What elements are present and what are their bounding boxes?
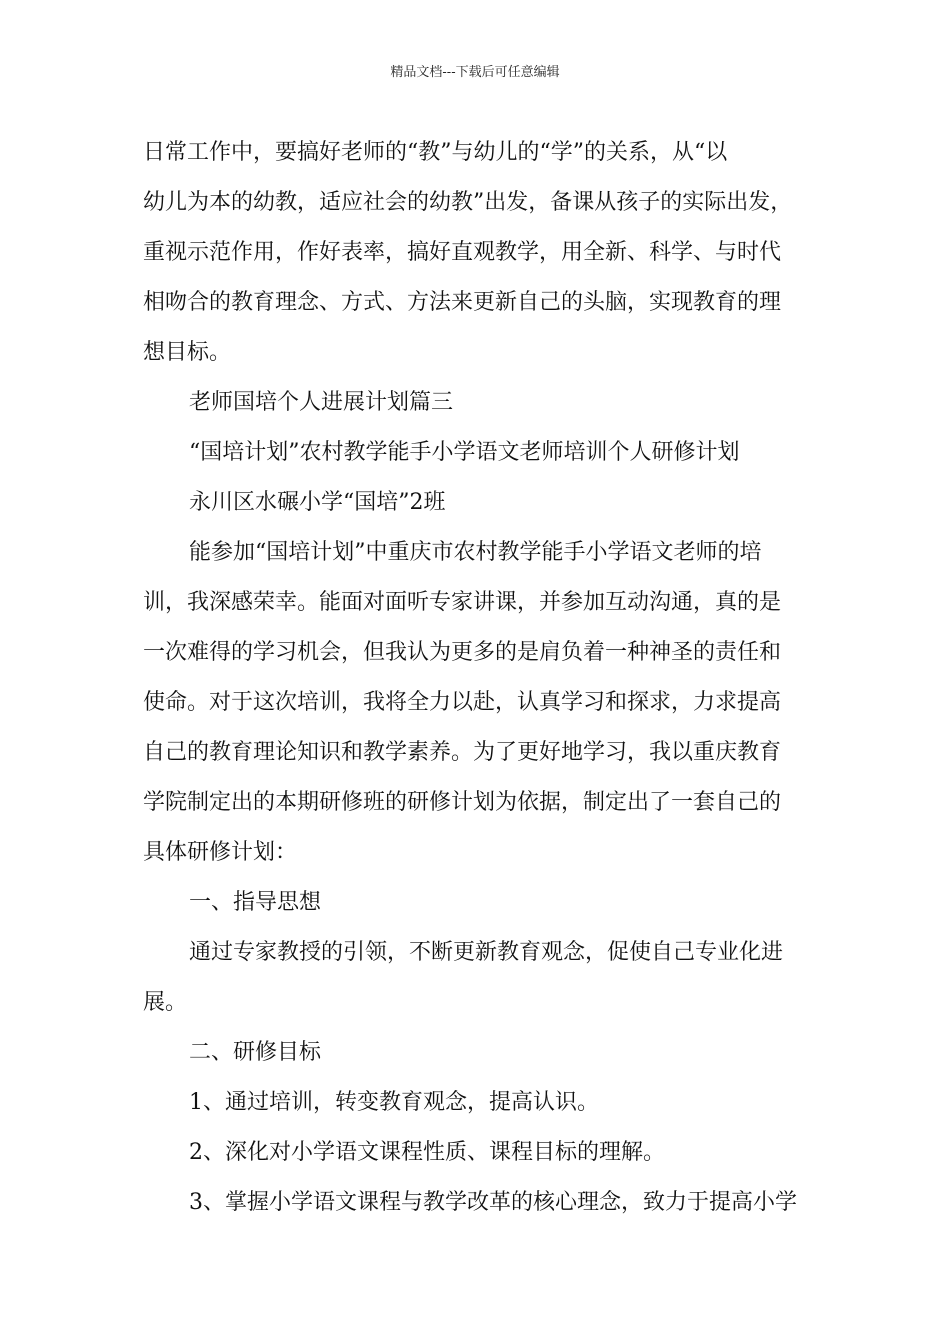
text-line: 具体研修计划： — [143, 840, 298, 865]
document-body — [143, 128, 813, 1228]
list-item: 3、掌握小学语文课程与教学改革的核心理念，致力于提高小学 — [189, 1190, 797, 1215]
text-line: 使命。对于这次培训，我将全力以赴，认真学习和探求，力求提高 — [143, 690, 782, 715]
text-line: 自己的教育理论知识和教学素养。为了更好地学习，我以重庆教育 — [143, 740, 782, 765]
text-line: 日常工作中，要搞好老师的“教”与幼儿的“学”的关系，从“以 — [143, 140, 728, 165]
text-line: 通过专家教授的引领，不断更新教育观念，促使自己专业化进 — [189, 940, 784, 965]
text-line: 能参加“国培计划”中重庆市农村教学能手小学语文老师的培 — [189, 540, 762, 565]
section-heading: 一、指导思想 — [189, 890, 322, 915]
text-line: 想目标。 — [143, 340, 232, 365]
list-item: 1、通过培训，转变教育观念，提高认识。 — [189, 1090, 599, 1115]
text-line: 训，我深感荣幸。能面对面听专家讲课，并参加互动沟通，真的是 — [143, 590, 782, 615]
section-heading: 老师国培个人进展计划篇三 — [189, 390, 454, 415]
text-line: 幼儿为本的幼教，适应社会的幼教”出发，备课从孩子的实际出发， — [143, 190, 793, 215]
text-line: 一次难得的学习机会，但我认为更多的是肩负着一种神圣的责任和 — [143, 640, 782, 665]
text-line: 重视示范作用，作好表率，搞好直观教学，用全新、科学、与时代 — [143, 240, 782, 265]
list-item: 2、深化对小学语文课程性质、课程目标的理解。 — [189, 1140, 665, 1165]
document-title: “国培计划”农村教学能手小学语文老师培训个人研修计划 — [189, 440, 740, 465]
page-header: 精品文档---下载后可任意编辑 — [390, 65, 560, 80]
section-heading: 二、研修目标 — [189, 1040, 322, 1065]
text-line: 相吻合的教育理念、方式、方法来更新自己的头脑，实现教育的理 — [143, 290, 782, 315]
author-line: 永川区水碾小学“国培”2班 — [189, 490, 446, 515]
text-line: 展。 — [143, 990, 188, 1015]
text-line: 学院制定出的本期研修班的研修计划为依据，制定出了一套自己的 — [143, 790, 782, 815]
